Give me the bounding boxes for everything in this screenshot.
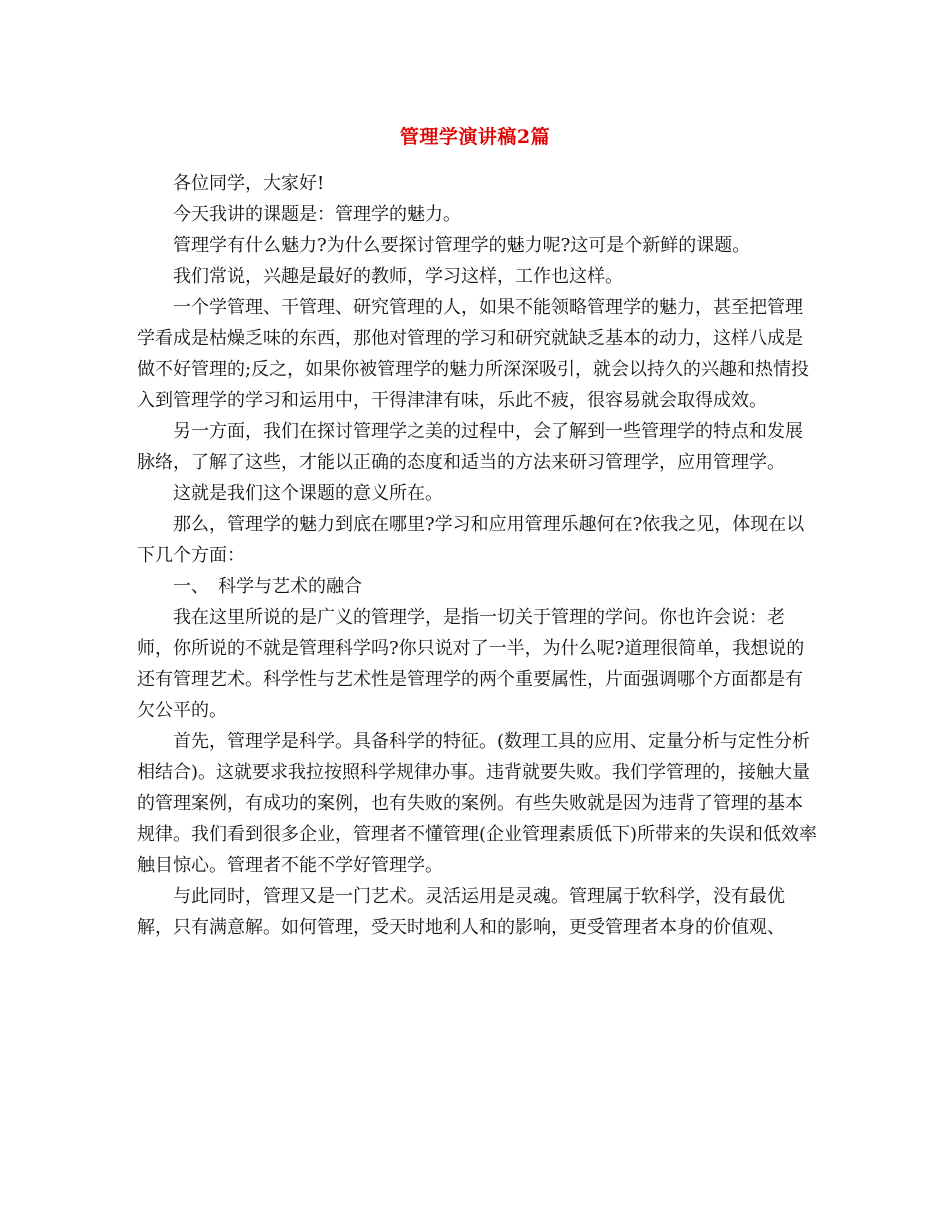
- topic-paragraph: 今天我讲的课题是：管理学的魅力。: [173, 204, 461, 225]
- body-paragraph: 另一方面，我们在探讨管理学之美的过程中，会了解到一些管理学的特点和发展脉络，了解了这些，才能以正确的态度和适当的方法来研习管理学，应用管理学。: [137, 421, 803, 473]
- question-paragraph: 管理学有什么魅力?为什么要探讨管理学的魅力呢?这可是个新鲜的课题。: [173, 235, 751, 256]
- document-body: [137, 168, 820, 943]
- body-paragraph: 首先，管理学是科学。具备科学的特征。(数理工具的应用、定量分析与定性分析相结合)。这就要求我拉按照科学规律办事。违背就要失败。我们学管理的，接触大量的管理案例，有成功的案例，也有失败的案例。有些失败就是因为违背了管理的基本规律。我们看到很多企业，管理者不懂管理(企业管理素质低下)所带来的失误和低效率触目惊心。管理者不能不学好管理学。: [137, 731, 818, 876]
- significance-paragraph: 这就是我们这个课题的意义所在。: [173, 483, 443, 504]
- aspects-intro-paragraph: 那么，管理学的魅力到底在哪里?学习和应用管理乐趣何在?依我之见，体现在以下几个方面：: [137, 514, 805, 566]
- interest-paragraph: 我们常说，兴趣是最好的教师，学习这样，工作也这样。: [173, 266, 623, 287]
- section-heading: 一、 科学与艺术的融合: [173, 576, 362, 597]
- body-paragraph: 与此同时，管理又是一门艺术。灵活运用是灵魂。管理属于软科学，没有最优解，只有满意解。如何管理，受天时地利人和的影响，更受管理者本身的价值观、: [137, 886, 785, 938]
- document-title: 管理学演讲稿2篇: [399, 126, 551, 148]
- greeting-paragraph: 各位同学，大家好!: [173, 173, 325, 194]
- body-paragraph: 我在这里所说的是广义的管理学，是指一切关于管理的学问。你也许会说：老师，你所说的不就是管理科学吗?你只说对了一半，为什么呢?道理很简单，我想说的还有管理艺术。科学性与艺术性是管理学的两个重要属性，片面强调哪个方面都是有欠公平的。: [137, 607, 805, 721]
- body-paragraph: 一个学管理、干管理、研究管理的人，如果不能领略管理学的魅力，甚至把管理学看成是枯燥乏味的东西，那他对管理的学习和研究就缺乏基本的动力，这样八成是做不好管理的;反之，如果你被管理学的魅力所深深吸引，就会以持久的兴趣和热情投入到管理学的学习和运用中，干得津津有味，乐此不疲，很容易就会取得成效。: [137, 297, 810, 411]
